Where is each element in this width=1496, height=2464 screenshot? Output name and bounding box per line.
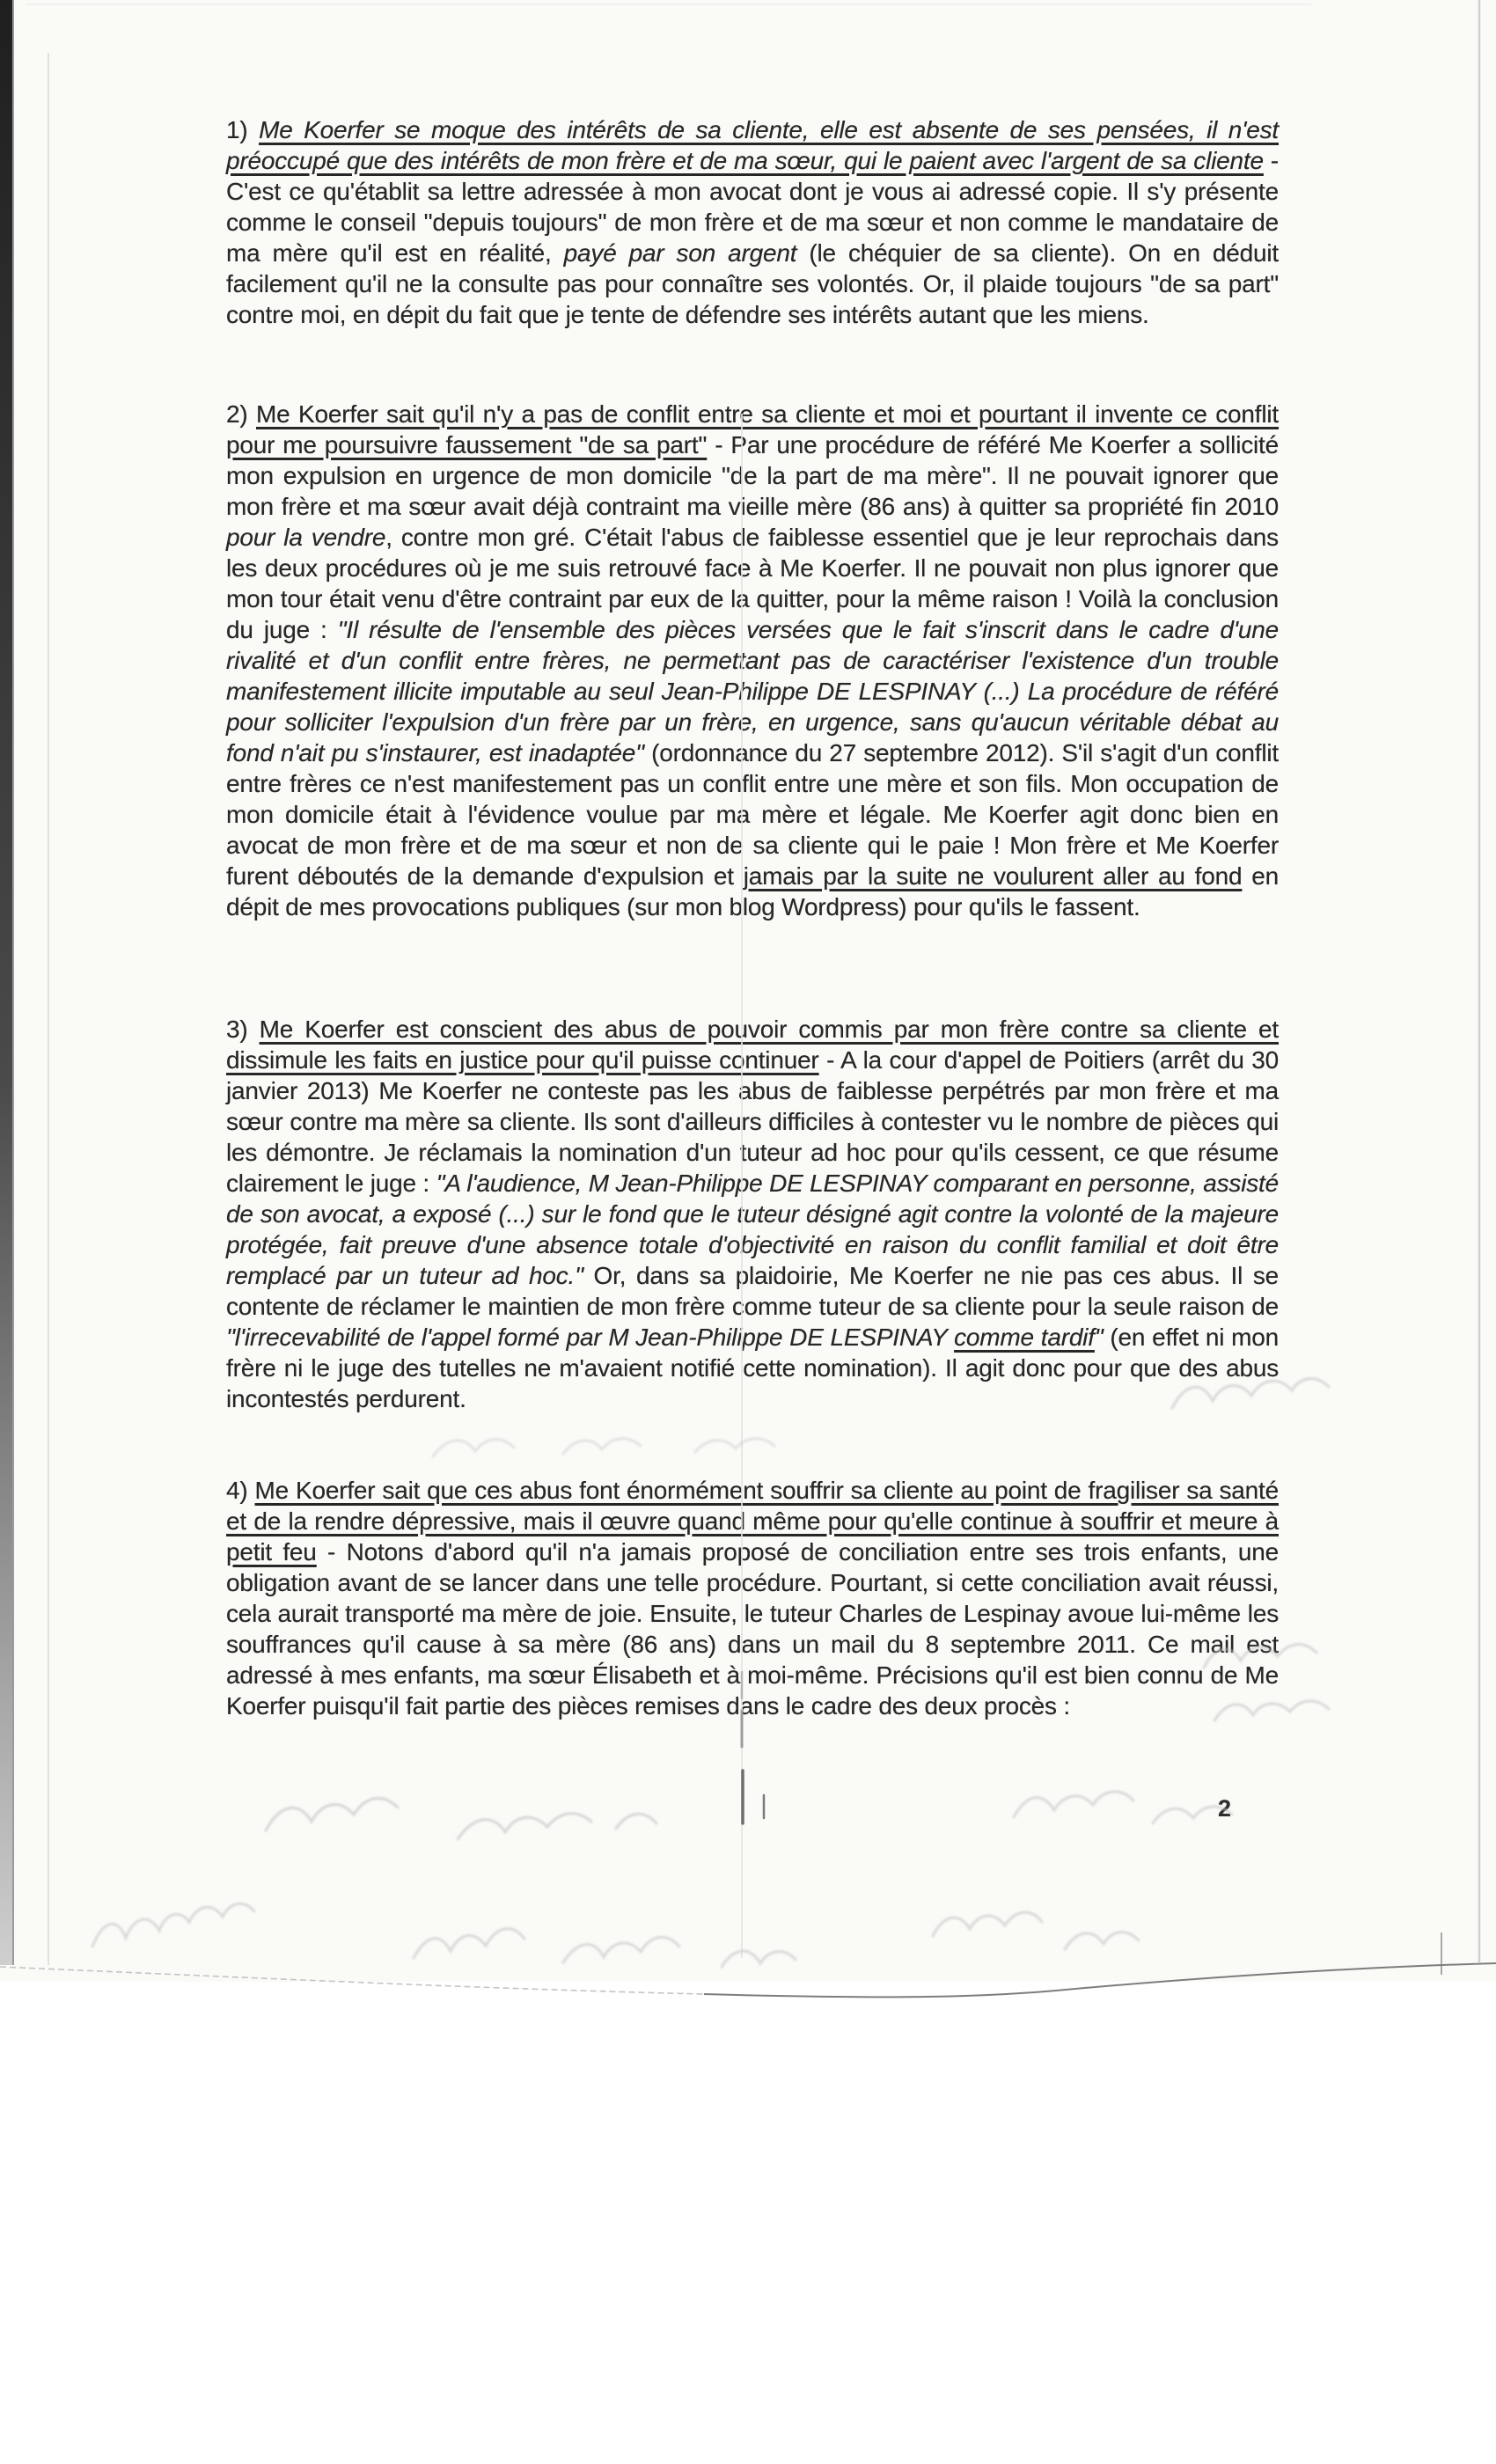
text-run-italic: pour la vendre bbox=[226, 524, 386, 551]
quote-run-italic: "l'irrecevabilité de l'appel formé par M Jean-Philippe DE LESPINAY bbox=[226, 1324, 955, 1351]
text-run: - A la cour d'appel de Poitiers (arrêt du 30 janvier 2013) Me Koerfer ne conteste pas les abus de faiblesse perpétrés par mon frère et ma sœur contre ma mère sa cliente. Ils sont d'ailleurs difficiles à contester vu le nombre de pièces qui les démontre. Je réclamais la nomination d'un tuteur ad hoc pour qu'ils cessent, ce que résume clairement le juge : bbox=[226, 1046, 1279, 1197]
text-run: (en effet ni mon frère ni le juge des tutelles ne m'avaient notifié cette nomination). Il agit donc pour que des abus incontestés perdurent. bbox=[226, 1324, 1279, 1412]
judge-quote-run: "Il résulte de l'ensemble des pièces versées que le fait s'inscrit dans le cadre d'une rivalité et d'un conflit entre frères, ne permettant pas de caractériser l'existence d'un trouble manifestement illicite imputable au seul Jean-Philippe DE LESPINAY (...) La procédure de référé pour solliciter l'expulsion d'un frère par un frère, en urgence, sans qu'aucun véritable débat au fond n'ait pu s'instaurer, est inadaptée" bbox=[226, 616, 1279, 766]
paragraph-4-number: 4) bbox=[226, 1477, 255, 1504]
paragraph-3 bbox=[226, 1014, 1279, 1414]
paragraph-2-heading: Me Koerfer sait qu'il n'y a pas de conflit entre sa cliente et moi et pourtant il invente ce conflit pour me poursuivre faussement "de sa part" bbox=[226, 400, 1280, 458]
text-run: - C'est ce qu'établit sa lettre adressée à mon avocat dont je vous ai adressé copie. Il s'y présente comme le conseil "depuis toujours" de mon frère et de ma sœur et non comme le mandataire de ma mère qu'il est en réalité, bbox=[226, 147, 1279, 267]
paragraph-2 bbox=[226, 399, 1279, 922]
text-run: , contre mon gré. C'était l'abus de faiblesse essentiel que je leur reprochais dans les deux procédures où je me suis retrouvé face à Me Koerfer. Il ne pouvait non plus ignorer que mon tour était venu d'être contraint par eux de la quitter, pour la même raison ! Voilà la conclusion du juge : bbox=[226, 524, 1279, 643]
text-run-italic: payé par son argent bbox=[563, 239, 797, 267]
text-run-underline: jamais par la suite ne voulurent aller au fond bbox=[743, 862, 1243, 890]
judge-quote-run: "A l'audience, M Jean-Philippe DE LESPINAY comparant en personne, assisté de son avocat, a exposé (...) sur le fond que le tuteur désigné agit contre la volonté de la majeure protégée, fait preuve d'une absence totale d'objectivité en raison du conflit familial et doit être remplacé par un tuteur ad hoc." bbox=[226, 1170, 1279, 1289]
quote-run-italic: " bbox=[1094, 1324, 1104, 1351]
text-run: (le chéquier de sa cliente). On en déduit facilement qu'il ne la consulte pas pour connaître ses volontés. Or, il plaide toujours "de sa part" contre moi, en dépit du fait que je tente de défendre ses intérêts autant que les miens. bbox=[226, 239, 1279, 328]
text-run: (ordonnance du 27 septembre 2012). S'il s'agit d'un conflit entre frères ce n'est manifestement pas un conflit entre une mère et son fils. Mon occupation de mon domicile était à l'évidence voulue par ma mère et légale. Me Koerfer agit donc bien en avocat de mon frère et de ma sœur et non de sa cliente qui le paie ! Mon frère et Me Koerfer furent déboutés de la demande d'expulsion et bbox=[226, 739, 1279, 890]
paragraph-3-number: 3) bbox=[226, 1016, 260, 1043]
text-run: - Par une procédure de référé Me Koerfer a sollicité mon expulsion en urgence de mon domicile "de la part de ma mère". Il ne pouvait ignorer que mon frère et ma sœur avait déjà contraint ma vieille mère (86 ans) à quitter sa propriété fin 2010 bbox=[226, 431, 1279, 520]
paragraph-1-heading: Me Koerfer se moque des intérêts de sa cliente, elle est absente de ses pensées, il n'est préoccupé que des intérêts de mon frère et de ma sœur, qui le paient avec l'argent de sa cliente bbox=[226, 116, 1279, 174]
text-run: en dépit de mes provocations publiques (sur mon blog Wordpress) pour qu'ils le fassent. bbox=[226, 862, 1280, 920]
paragraph-3-heading: Me Koerfer est conscient des abus de pouvoir commis par mon frère contre sa cliente et dissimule les faits en justice pour qu'il puisse continuer bbox=[226, 1016, 1280, 1074]
paragraph-2-number: 2) bbox=[226, 400, 257, 428]
paragraph-1-number: 1) bbox=[226, 116, 260, 143]
text-run: Or, dans sa plaidoirie, Me Koerfer ne nie pas ces abus. Il se contente de réclamer le maintien de mon frère comme tuteur de sa cliente pour la seule raison de bbox=[226, 1262, 1279, 1320]
paragraph-4 bbox=[226, 1475, 1279, 1721]
quote-run-italic-underline: comme tardif bbox=[954, 1324, 1095, 1351]
paragraph-1 bbox=[226, 114, 1279, 330]
paragraph-4-heading: Me Koerfer sait que ces abus font énormément souffrir sa cliente au point de fragiliser sa santé et de la rendre dépressive, mais il œuvre quand même pour qu'elle continue à souffrir et meure à petit feu bbox=[226, 1477, 1279, 1566]
text-run: - Notons d'abord qu'il n'a jamais proposé de conciliation entre ses trois enfants, une obligation avant de se lancer dans une telle procédure. Pourtant, si cette conciliation avait réussi, cela aurait transporté ma mère de joie. Ensuite, le tuteur Charles de Lespinay avoue lui-même les souffrances qu'il cause à sa mère (86 ans) dans un mail du 8 septembre 2011. Ce mail est adressé à mes enfants, ma sœur Élisabeth et à moi-même. Précisions qu'il est bien connu de Me Koerfer puisqu'il fait partie des pièces remises dans le cadre des deux procès : bbox=[226, 1538, 1280, 1720]
page-number: 2 bbox=[1218, 1795, 1232, 1822]
